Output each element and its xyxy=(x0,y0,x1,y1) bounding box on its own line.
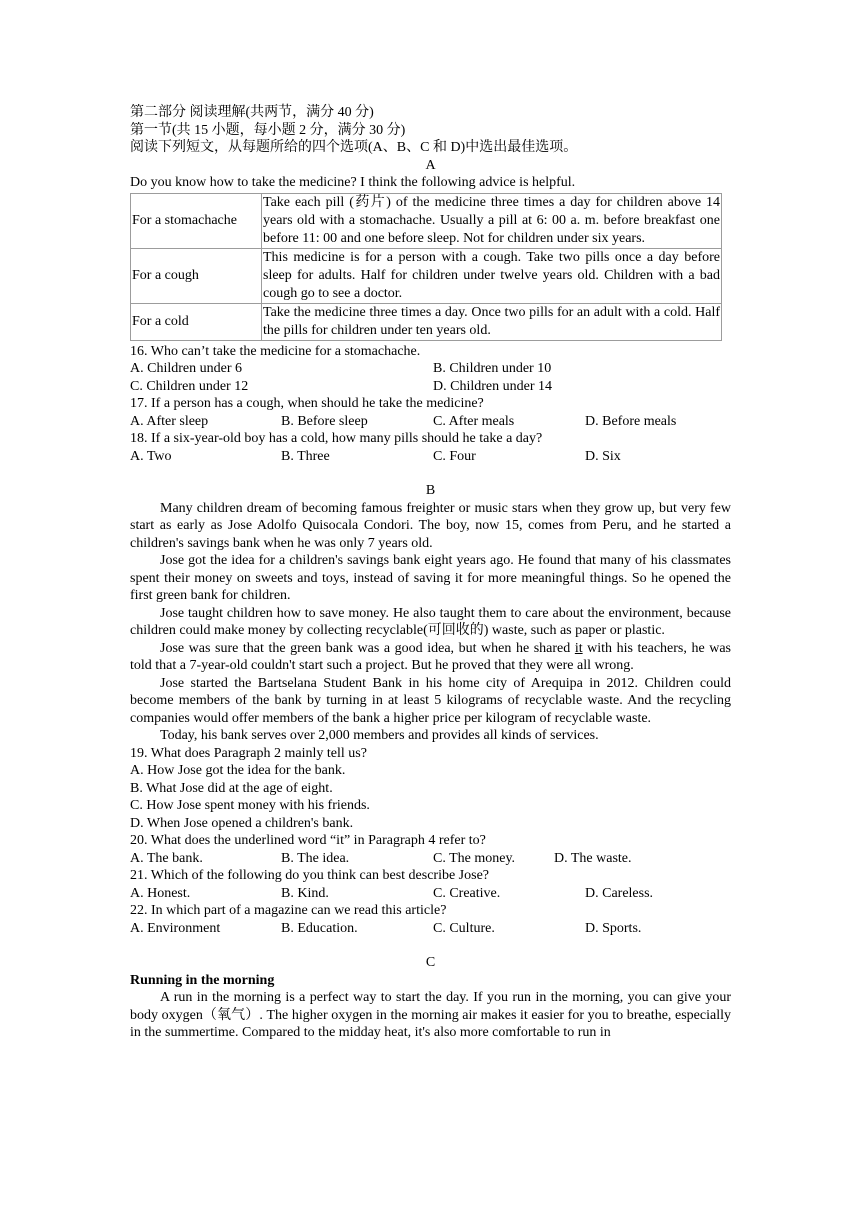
option-b: B. What Jose did at the age of eight. xyxy=(130,780,333,796)
option-a: A. The bank. xyxy=(130,850,203,866)
option-c: C. Creative. xyxy=(433,885,501,901)
table-row xyxy=(131,248,722,303)
passage-a-letter: A xyxy=(425,157,436,173)
option-a: A. Environment xyxy=(130,920,221,936)
option-a: A. Two xyxy=(130,448,172,464)
option-c: C. Culture. xyxy=(433,920,495,936)
p4-after: with his teachers, he was told that a 7-year-old couldn't start such a project. But he proved that they were all wrong. xyxy=(130,640,731,673)
question-21-options xyxy=(130,885,731,903)
option-d: D. Sports. xyxy=(585,920,642,936)
option-d: D. Six xyxy=(585,448,621,464)
option-d: D. Careless. xyxy=(585,885,654,901)
option-b: B. Education. xyxy=(281,920,358,936)
underlined-it: it xyxy=(574,640,583,656)
row-text: This medicine is for a person with a cough. Take two pills once a day before sleep for adults. Half for children under twelve years old. Children with a bad cough go to see a doctor. xyxy=(262,248,722,303)
question-17-stem: 17. If a person has a cough, when should he take the medicine? xyxy=(130,396,484,411)
question-16-options-2 xyxy=(130,378,731,396)
instruction-text: 阅读下列短文，从每题所给的四个选项(A、B、C 和 D)中选出最佳选项。 xyxy=(130,140,578,155)
question-22-options xyxy=(130,920,731,938)
row-text: Take each pill (药片) of the medicine three times a day for children above 14 years old with a stomachache. Usually a pill at 6: 00 a. m. before breakfast one before 11: 00 and one before sleep. Not for children under six years. xyxy=(262,193,722,248)
row-label: For a cold xyxy=(131,303,262,340)
row-label: For a cough xyxy=(131,248,262,303)
section-heading: 第一节(共 15 小题，每小题 2 分，满分 30 分) xyxy=(130,122,406,138)
passage-b-paragraph-4 xyxy=(130,640,731,675)
option-a: A. Honest. xyxy=(130,885,191,901)
option-c: C. The money. xyxy=(433,850,516,866)
passage-c-title: Running in the morning xyxy=(130,972,275,988)
question-22-stem: 22. In which part of a magazine can we read this article? xyxy=(130,903,447,918)
option-c: C. Four xyxy=(433,448,476,464)
passage-b-letter: B xyxy=(425,483,436,498)
option-a: A. Children under 6 xyxy=(130,361,242,376)
question-16-stem: 16. Who can’t take the medicine for a stomachache. xyxy=(130,343,421,359)
option-d: D. The waste. xyxy=(554,850,632,866)
passage-b-paragraph-6: Today, his bank serves over 2,000 members and provides all kinds of services. xyxy=(160,728,599,743)
question-18-stem: 18. If a six-year-old boy has a cold, how many pills should he take a day? xyxy=(130,431,543,446)
option-b: B. Kind. xyxy=(281,885,329,901)
option-c: C. After meals xyxy=(433,413,515,429)
option-d: D. Before meals xyxy=(585,413,677,429)
question-20-stem: 20. What does the underlined word “it” in Paragraph 4 refer to? xyxy=(130,833,486,848)
question-19-stem: 19. What does Paragraph 2 mainly tell us? xyxy=(130,745,367,761)
question-20-options xyxy=(130,850,731,868)
passage-a-intro: Do you know how to take the medicine? I think the following advice is helpful. xyxy=(130,175,576,190)
question-21-stem: 21. Which of the following do you think can best describe Jose? xyxy=(130,868,489,883)
passage-b-paragraph-1: Many children dream of becoming famous freighter or music stars when they grow up, but very few start as early as Jose Adolfo Quisocala Condori. The boy, now 15, comes from Peru, and he started a children's savings bank when he was only 7 years old. xyxy=(130,500,731,551)
passage-b-paragraph-3: Jose taught children how to save money. He also taught them to care about the environment, because children could make money by collecting recyclable(可回收的) waste, such as paper or plastic. xyxy=(130,605,731,638)
passage-c-paragraph-1: A run in the morning is a perfect way to start the day. If you run in the morning, you can give your body oxygen（氧气）. The higher oxygen in the morning air makes it easier for you to breathe, especially in the summertime. Compared to the midday heat, it's also more comfortable to run in xyxy=(130,990,731,1040)
option-b: B. The idea. xyxy=(281,850,350,866)
option-b: B. Children under 10 xyxy=(433,361,552,376)
passage-b-paragraph-5: Jose started the Bartselana Student Bank in his home city of Arequipa in 2012. Children could become members of the bank by turning in at least 5 kilograms of recyclable waste. And the recycling companies would offer members of the bank a higher price per kilogram of recyclable waste. xyxy=(130,675,731,726)
option-a: A. After sleep xyxy=(130,413,209,429)
option-d: D. When Jose opened a children's bank. xyxy=(130,815,354,831)
option-c: C. Children under 12 xyxy=(130,378,249,394)
row-text: Take the medicine three times a day. Once two pills for an adult with a cold. Half the pills for children under ten years old. xyxy=(262,303,722,340)
option-d: D. Children under 14 xyxy=(433,378,552,394)
passage-c-letter: C xyxy=(425,955,436,970)
question-18-options xyxy=(130,448,731,466)
option-a: A. How Jose got the idea for the bank. xyxy=(130,763,346,778)
medicine-table xyxy=(130,193,722,341)
table-row xyxy=(131,193,722,248)
question-17-options xyxy=(130,413,731,431)
passage-b-paragraph-2: Jose got the idea for a children's savings bank eight years ago. He found that many of his classmates spent their money on sweets and toys, instead of saving it for more meaningful things. So he opened the first green bank for children. xyxy=(130,553,731,603)
question-16-options xyxy=(130,360,731,378)
row-label: For a stomachache xyxy=(131,193,262,248)
option-b: B. Three xyxy=(281,448,330,464)
exam-page xyxy=(130,104,731,1042)
table-row xyxy=(131,303,722,340)
p4-before: Jose was sure that the green bank was a good idea, but when he shared xyxy=(160,640,575,656)
option-c: C. How Jose spent money with his friends. xyxy=(130,798,370,813)
option-b: B. Before sleep xyxy=(281,413,368,429)
part-heading: 第二部分 阅读理解(共两节，满分 40 分) xyxy=(130,105,374,120)
